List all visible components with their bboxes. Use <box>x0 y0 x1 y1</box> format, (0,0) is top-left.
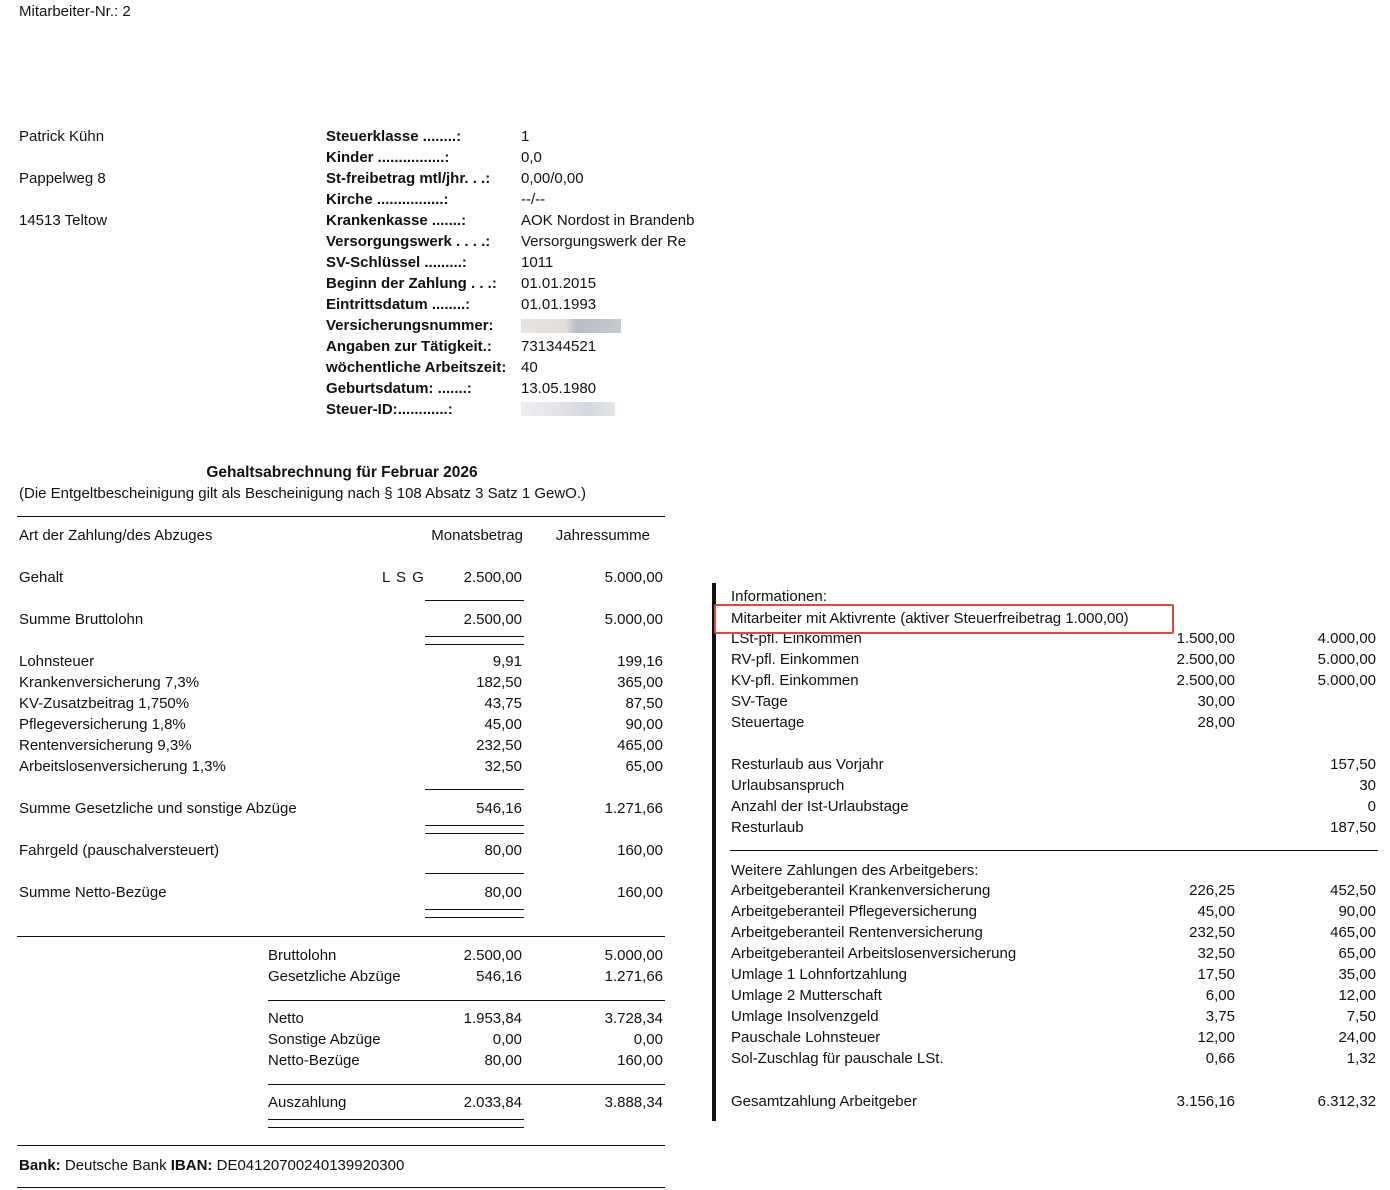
detail-row <box>326 128 461 146</box>
detail-dots: ................: <box>373 149 450 166</box>
detail-label: Versorgungswerk <box>326 233 452 250</box>
vacation-label: Resturlaub aus Vorjahr <box>731 756 884 773</box>
summary-label: Gesetzliche Abzüge <box>268 968 401 985</box>
row-label: Gesamtzahlung Arbeitgeber <box>731 1093 917 1110</box>
employee-name: Patrick Kühn <box>19 128 105 145</box>
detail-label: Kirche <box>326 191 373 208</box>
sum-line <box>425 789 524 790</box>
employer-year: 7,50 <box>1346 1008 1376 1025</box>
info-year: 4.000,00 <box>1317 630 1376 647</box>
summary-label: Netto-Bezüge <box>268 1052 360 1069</box>
detail-row <box>326 359 506 377</box>
row-year: 6.312,32 <box>1317 1093 1376 1110</box>
detail-dots: .......: <box>427 212 467 229</box>
double-line <box>425 644 524 645</box>
detail-value: 01.01.2015 <box>521 275 597 292</box>
sum-line <box>425 873 524 874</box>
bank-label: Bank: <box>19 1157 61 1174</box>
vacation-value: 30 <box>1359 777 1376 794</box>
deduction-label: KV-Zusatzbeitrag 1,750% <box>19 695 190 712</box>
double-line <box>425 833 524 834</box>
detail-row <box>326 254 467 272</box>
double-line <box>268 1119 524 1120</box>
vacation-label: Resturlaub <box>731 819 804 836</box>
deduction-year: 65,00 <box>625 758 663 775</box>
info-month: 28,00 <box>1197 714 1235 731</box>
employer-year: 65,00 <box>1338 945 1376 962</box>
summary-month: 546,16 <box>476 968 522 985</box>
summary-label: Bruttolohn <box>268 947 337 964</box>
row-label: Auszahlung <box>268 1094 347 1111</box>
divider <box>17 1145 665 1146</box>
column-header-type: Art der Zahlung/des Abzuges <box>19 527 213 544</box>
detail-row <box>326 212 466 230</box>
detail-value: --/-- <box>521 191 546 208</box>
summary-year: 160,00 <box>617 1052 663 1069</box>
detail-row <box>326 233 490 251</box>
row-year: 5.000,00 <box>604 611 663 628</box>
employer-label: Pauschale Lohnsteuer <box>731 1029 881 1046</box>
divider <box>17 936 665 937</box>
detail-row <box>326 317 494 335</box>
info-month: 2.500,00 <box>1176 651 1235 668</box>
row-month: 80,00 <box>484 842 522 859</box>
employer-month: 45,00 <box>1197 903 1235 920</box>
info-year: 5.000,00 <box>1317 672 1376 689</box>
employer-label: Arbeitgeberanteil Rentenversicherung <box>731 924 983 941</box>
deduction-month: 32,50 <box>484 758 522 775</box>
summary-month: 80,00 <box>484 1052 522 1069</box>
detail-label: Geburtsdatum: <box>326 380 434 397</box>
info-column-bar <box>712 583 716 1121</box>
aktivrente-note: Mitarbeiter mit Aktivrente (aktiver Steuerfreibetrag 1.000,00) <box>731 610 1129 627</box>
deduction-label: Arbeitslosenversicherung 1,3% <box>19 758 226 775</box>
page-title: Gehaltsabrechnung für Februar 2026 <box>206 464 478 481</box>
detail-label: Steuer-ID: <box>326 401 398 418</box>
employer-year: 90,00 <box>1338 903 1376 920</box>
deduction-month: 45,00 <box>484 716 522 733</box>
employer-heading: Weitere Zahlungen des Arbeitgebers: <box>731 862 979 879</box>
detail-dots: ................: <box>372 191 449 208</box>
row-year: 160,00 <box>617 884 663 901</box>
deduction-year: 465,00 <box>617 737 663 754</box>
row-label: Summe Gesetzliche und sonstige Abzüge <box>19 800 297 817</box>
vacation-label: Urlaubsanspruch <box>731 777 845 794</box>
detail-row <box>326 170 490 188</box>
row-month: 546,16 <box>476 800 522 817</box>
vacation-value: 187,50 <box>1330 819 1376 836</box>
deduction-label: Lohnsteuer <box>19 653 95 670</box>
info-month: 2.500,00 <box>1176 672 1235 689</box>
detail-row <box>326 380 472 398</box>
detail-value: 01.01.1993 <box>521 296 597 313</box>
row-month: 2.033,84 <box>463 1094 522 1111</box>
detail-row <box>326 275 497 293</box>
iban-value: DE04120700240139920300 <box>216 1157 405 1174</box>
summary-year: 1.271,66 <box>604 968 663 985</box>
detail-row <box>326 191 449 209</box>
detail-dots: . . . .: <box>451 233 491 250</box>
bank-name: Deutsche Bank <box>64 1157 167 1174</box>
employer-year: 24,00 <box>1338 1029 1376 1046</box>
detail-dots: . . .: <box>466 275 497 292</box>
detail-dots: .........: <box>420 254 467 271</box>
employer-month: 0,66 <box>1205 1050 1235 1067</box>
summary-year: 5.000,00 <box>604 947 663 964</box>
info-heading: Informationen: <box>731 588 827 605</box>
row-month: 2.500,00 <box>463 611 522 628</box>
double-line <box>425 825 524 826</box>
highlight-box <box>714 604 1174 634</box>
employer-year: 465,00 <box>1330 924 1376 941</box>
employer-month: 3,75 <box>1205 1008 1235 1025</box>
deduction-year: 199,16 <box>617 653 663 670</box>
info-label: KV-pfl. Einkommen <box>731 672 859 689</box>
row-year: 5.000,00 <box>604 569 663 586</box>
detail-dots: . .: <box>468 170 491 187</box>
detail-label: Krankenkasse <box>326 212 428 229</box>
detail-label: Beginn der Zahlung <box>326 275 467 292</box>
detail-value: 40 <box>521 359 538 376</box>
detail-label: St-freibetrag mtl/jhr. <box>326 170 469 187</box>
employer-label: Arbeitgeberanteil Krankenversicherung <box>731 882 991 899</box>
employer-month: 232,50 <box>1189 924 1235 941</box>
deduction-month: 43,75 <box>484 695 522 712</box>
divider <box>268 1000 665 1001</box>
deduction-year: 87,50 <box>625 695 663 712</box>
summary-year: 0,00 <box>633 1031 663 1048</box>
column-header-month: Monatsbetrag <box>431 527 523 544</box>
detail-label: Angaben zur Tätigkeit.: <box>326 338 492 355</box>
deduction-month: 232,50 <box>476 737 522 754</box>
deduction-year: 90,00 <box>625 716 663 733</box>
detail-value: AOK Nordost in Brandenb <box>521 212 695 229</box>
row-month: 80,00 <box>484 884 522 901</box>
summary-month: 1.953,84 <box>463 1010 522 1027</box>
redacted-insurance-number <box>521 319 621 333</box>
row-year: 160,00 <box>617 842 663 859</box>
double-line <box>425 636 524 637</box>
divider <box>730 850 1378 851</box>
employer-month: 17,50 <box>1197 966 1235 983</box>
detail-value: 1011 <box>521 254 554 271</box>
detail-row <box>326 401 453 419</box>
info-label: Steuertage <box>731 714 805 731</box>
redacted-tax-id <box>521 402 615 416</box>
employer-year: 35,00 <box>1338 966 1376 983</box>
row-year: 3.888,34 <box>604 1094 663 1111</box>
info-label: SV-Tage <box>731 693 788 710</box>
detail-value: Versorgungswerk der Re <box>521 233 687 250</box>
info-year: 5.000,00 <box>1317 651 1376 668</box>
page-subtitle: (Die Entgeltbescheinigung gilt als Bescheinigung nach § 108 Absatz 3 Satz 1 GewO.) <box>19 485 587 502</box>
detail-row <box>326 149 449 167</box>
employer-label: Umlage Insolvenzgeld <box>731 1008 879 1025</box>
detail-row <box>326 296 470 314</box>
summary-label: Sonstige Abzüge <box>268 1031 381 1048</box>
employer-year: 1,32 <box>1346 1050 1376 1067</box>
detail-dots: ........: <box>418 128 462 145</box>
detail-label: Steuerklasse <box>326 128 419 145</box>
detail-label: Eintrittsdatum <box>326 296 428 313</box>
detail-row <box>326 338 492 356</box>
row-month: 2.500,00 <box>463 569 522 586</box>
detail-label: Kinder <box>326 149 374 166</box>
detail-value: 731344521 <box>521 338 597 355</box>
tax-flags: L S G <box>382 569 425 586</box>
employer-month: 12,00 <box>1197 1029 1235 1046</box>
double-line <box>268 1127 524 1128</box>
info-label: RV-pfl. Einkommen <box>731 651 860 668</box>
summary-label: Netto <box>268 1010 304 1027</box>
row-label: Summe Netto-Bezüge <box>19 884 167 901</box>
row-month: 3.156,16 <box>1176 1093 1235 1110</box>
summary-year: 3.728,34 <box>604 1010 663 1027</box>
row-label: Summe Bruttolohn <box>19 611 144 628</box>
deduction-month: 182,50 <box>476 674 522 691</box>
vacation-value: 0 <box>1367 798 1376 815</box>
divider <box>17 1187 665 1188</box>
deduction-label: Pflegeversicherung 1,8% <box>19 716 186 733</box>
employer-label: Umlage 1 Lohnfortzahlung <box>731 966 907 983</box>
employer-month: 6,00 <box>1205 987 1235 1004</box>
deduction-month: 9,91 <box>492 653 522 670</box>
detail-value: 0,00/0,00 <box>521 170 584 187</box>
info-month: 30,00 <box>1197 693 1235 710</box>
double-line <box>425 917 524 918</box>
detail-dots: ........: <box>427 296 471 313</box>
row-year: 1.271,66 <box>604 800 663 817</box>
bank-details <box>19 1157 404 1175</box>
iban-label: IBAN: <box>170 1157 213 1174</box>
deduction-label: Krankenversicherung 7,3% <box>19 674 200 691</box>
detail-value: 0,0 <box>521 149 542 166</box>
detail-dots: .......: <box>433 380 472 397</box>
double-line <box>425 909 524 910</box>
divider <box>17 516 665 517</box>
summary-month: 2.500,00 <box>463 947 522 964</box>
info-label: LSt-pfl. Einkommen <box>731 630 862 647</box>
employer-label: Arbeitgeberanteil Arbeitslosenversicherung <box>731 945 1017 962</box>
detail-value: 13.05.1980 <box>521 380 597 397</box>
employee-number: Mitarbeiter-Nr.: 2 <box>19 3 131 20</box>
divider <box>268 1084 665 1085</box>
detail-value: 1 <box>521 128 530 145</box>
detail-dots: ............: <box>397 401 453 418</box>
row-label: Gehalt <box>19 569 64 586</box>
deduction-year: 365,00 <box>617 674 663 691</box>
employer-label: Sol-Zuschlag für pauschale LSt. <box>731 1050 944 1067</box>
employee-city: 14513 Teltow <box>19 212 108 229</box>
detail-label: Versicherungsnummer: <box>326 317 494 334</box>
employer-month: 32,50 <box>1197 945 1235 962</box>
employer-year: 452,50 <box>1330 882 1376 899</box>
employer-year: 12,00 <box>1338 987 1376 1004</box>
detail-label: SV-Schlüssel <box>326 254 421 271</box>
vacation-label: Anzahl der Ist-Urlaubstage <box>731 798 909 815</box>
info-month: 1.500,00 <box>1176 630 1235 647</box>
deduction-label: Rentenversicherung 9,3% <box>19 737 192 754</box>
sum-line <box>425 600 524 601</box>
summary-month: 0,00 <box>492 1031 522 1048</box>
employer-label: Arbeitgeberanteil Pflegeversicherung <box>731 903 977 920</box>
row-label: Fahrgeld (pauschalversteuert) <box>19 842 220 859</box>
employer-month: 226,25 <box>1189 882 1235 899</box>
column-header-year: Jahressumme <box>555 527 650 544</box>
employer-label: Umlage 2 Mutterschaft <box>731 987 882 1004</box>
employee-street: Pappelweg 8 <box>19 170 106 187</box>
vacation-value: 157,50 <box>1330 756 1376 773</box>
detail-label: wöchentliche Arbeitszeit: <box>326 359 507 376</box>
